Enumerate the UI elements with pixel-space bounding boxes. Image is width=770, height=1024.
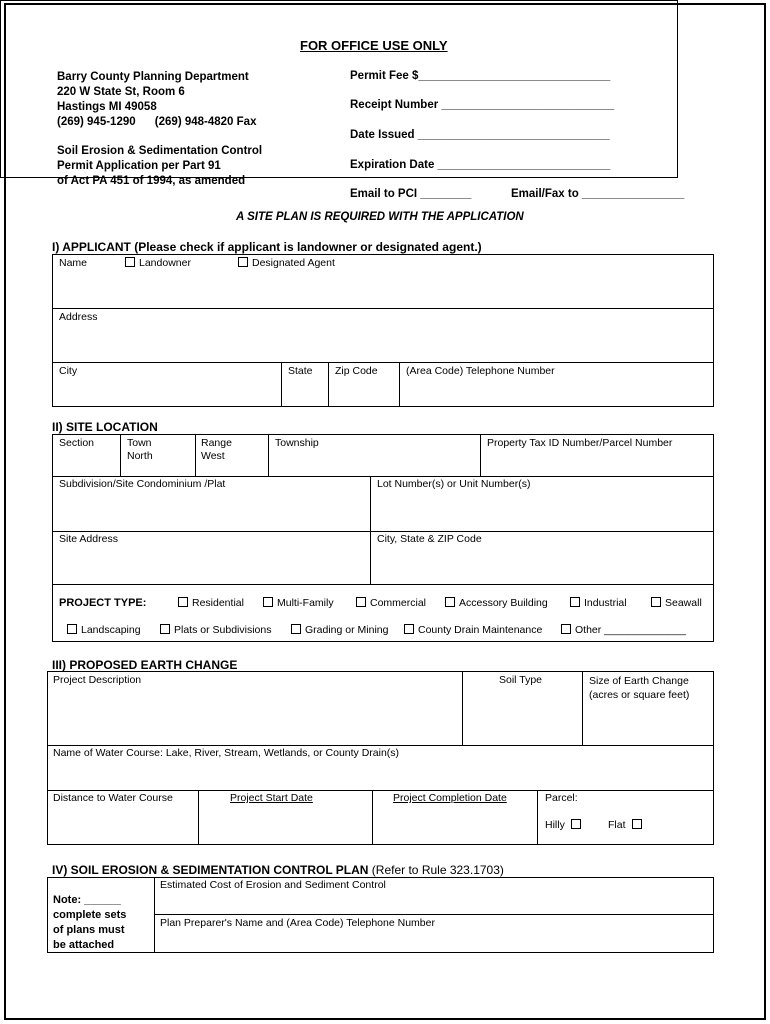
- landscaping-checkbox[interactable]: Landscaping: [67, 624, 141, 636]
- hilly-checkbox[interactable]: Hilly: [545, 819, 585, 831]
- applicant-heading: I) APPLICANT (Please check if applicant is landowner or designated agent.): [52, 240, 482, 254]
- checkbox-icon: [67, 624, 77, 634]
- distance-water-label: Distance to Water Course: [53, 792, 173, 804]
- commercial-checkbox[interactable]: Commercial: [356, 597, 426, 609]
- earth-change-heading: III) PROPOSED EARTH CHANGE: [52, 658, 238, 672]
- lot-number-label: Lot Number(s) or Unit Number(s): [377, 478, 531, 490]
- landowner-checkbox[interactable]: [125, 257, 191, 269]
- office-title: FOR OFFICE USE ONLY: [300, 38, 448, 53]
- checkbox-icon: [404, 624, 414, 634]
- county-drain-checkbox[interactable]: County Drain Maintenance: [404, 624, 542, 636]
- checkbox-icon: [178, 597, 188, 607]
- telephone-label: (Area Code) Telephone Number: [406, 365, 555, 377]
- checkbox-icon: [160, 624, 170, 634]
- applicant-table: [52, 254, 714, 407]
- email-fax-field[interactable]: Email/Fax to ________________: [511, 188, 685, 200]
- landowner-label: Landowner: [139, 257, 191, 269]
- town-north-label: Town North: [127, 437, 153, 462]
- designated-agent-checkbox[interactable]: [238, 257, 335, 269]
- plan-heading: IV) SOIL EROSION & SEDIMENTATION CONTROL PLAN (Refer to Rule 323.1703): [52, 863, 504, 877]
- name-label: Name: [59, 257, 88, 269]
- accessory-building-checkbox[interactable]: Accessory Building: [445, 597, 548, 609]
- state-label: State: [288, 365, 313, 377]
- checkbox-icon: [125, 257, 135, 267]
- checkbox-icon: [238, 257, 248, 267]
- parcel-label: Parcel:: [545, 792, 578, 804]
- checkbox-icon: [291, 624, 301, 634]
- checkbox-icon: [571, 819, 581, 829]
- flat-checkbox[interactable]: Flat: [608, 819, 646, 831]
- department-address: Barry County Planning Department 220 W State St, Room 6 Hastings MI 49058 (269) 945-1290 (269) 948-4820 Fax Soil Erosion & Sedimentation Control Permit Application per Part 91 of Act PA 451 of 1994, as amended: [57, 71, 263, 187]
- industrial-checkbox[interactable]: Industrial: [570, 597, 627, 609]
- permit-fee-field[interactable]: Permit Fee $______________________________: [350, 70, 611, 82]
- plans-note: Note: ______ complete sets of plans must be attached: [53, 894, 127, 951]
- checkbox-icon: [561, 624, 571, 634]
- receipt-number-field[interactable]: Receipt Number ___________________________: [350, 99, 615, 111]
- checkbox-icon: [445, 597, 455, 607]
- project-type-label: PROJECT TYPE:: [59, 597, 147, 609]
- other-checkbox[interactable]: Other ______________: [561, 624, 686, 636]
- tax-id-label: Property Tax ID Number/Parcel Number: [487, 437, 673, 449]
- checkbox-icon: [263, 597, 273, 607]
- checkbox-icon: [632, 819, 642, 829]
- designated-agent-label: Designated Agent: [252, 257, 335, 269]
- checkbox-icon: [570, 597, 580, 607]
- date-issued-field[interactable]: Date Issued ______________________________: [350, 129, 610, 141]
- site-address-label: Site Address: [59, 533, 118, 545]
- site-location-heading: II) SITE LOCATION: [52, 420, 158, 434]
- email-pci-field[interactable]: Email to PCI ________: [350, 188, 472, 200]
- seawall-checkbox[interactable]: Seawall: [651, 597, 702, 609]
- plats-checkbox[interactable]: Plats or Subdivisions: [160, 624, 271, 636]
- expiration-date-field[interactable]: Expiration Date ___________________________: [350, 159, 611, 171]
- township-label: Township: [275, 437, 319, 449]
- multi-family-checkbox[interactable]: Multi-Family: [263, 597, 334, 609]
- residential-checkbox[interactable]: Residential: [178, 597, 244, 609]
- completion-date-label: Project Completion Date: [393, 792, 507, 804]
- plan-preparer-label: Plan Preparer's Name and (Area Code) Telephone Number: [160, 917, 435, 929]
- section-label: Section: [59, 437, 95, 449]
- range-west-label: Range West: [201, 437, 232, 462]
- address-label: Address: [59, 311, 98, 323]
- start-date-label: Project Start Date: [230, 792, 313, 804]
- checkbox-icon: [356, 597, 366, 607]
- subdivision-label: Subdivision/Site Condominium /Plat: [59, 478, 226, 490]
- water-course-label: Name of Water Course: Lake, River, Stream, Wetlands, or County Drain(s): [53, 747, 400, 759]
- project-description-label: Project Description: [53, 674, 142, 686]
- size-earth-change-label: Size of Earth Change (acres or square feet): [589, 675, 690, 701]
- site-plan-note: A SITE PLAN IS REQUIRED WITH THE APPLICATION: [236, 211, 524, 223]
- soil-type-label: Soil Type: [499, 674, 542, 686]
- checkbox-icon: [651, 597, 661, 607]
- city-label: City: [59, 365, 78, 377]
- grading-mining-checkbox[interactable]: Grading or Mining: [291, 624, 388, 636]
- estimated-cost-label: Estimated Cost of Erosion and Sediment Control: [160, 879, 386, 891]
- city-state-zip-label: City, State & ZIP Code: [377, 533, 482, 545]
- zip-code-label: Zip Code: [335, 365, 378, 377]
